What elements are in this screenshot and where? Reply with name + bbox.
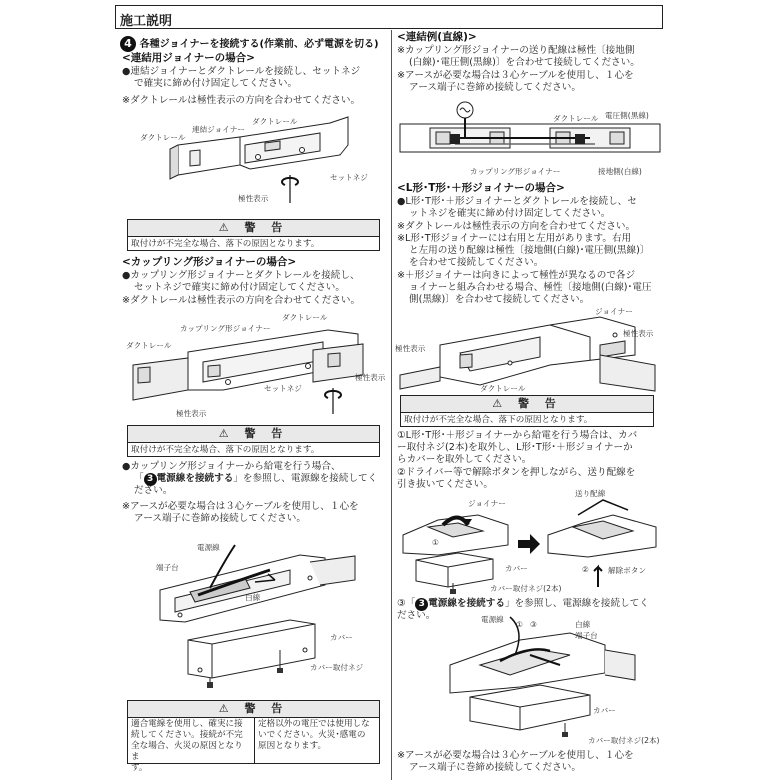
warning-box-2: [127, 425, 380, 457]
label-terminal: 端子台: [156, 563, 179, 572]
connection-example-heading: <連結例(直線)>: [397, 31, 477, 43]
label-circle-1-r: ①: [516, 620, 523, 629]
label-set-screw-1: セットネジ: [330, 173, 368, 182]
warning3-col1-l1: 適合電線を使用し、確実に接: [131, 719, 243, 729]
label-polarity-1: 極性表示: [238, 194, 269, 203]
step1-line-b: ー取付ネジ(2本)を取外し、L形･T形･＋形ジョイナーか: [397, 442, 633, 453]
label-cover-screw-r: カバー取付ネジ(2本): [588, 736, 660, 745]
label-polarity-left: 極性表示: [395, 344, 426, 353]
label-coupling-joiner: カップリング形ジョイナー: [180, 324, 271, 333]
label-duct-rail-2: ダクトレール: [252, 117, 298, 126]
label-coupling-joiner-example: カップリング形ジョイナー: [470, 167, 561, 176]
warning-box-4: [400, 395, 654, 427]
label-cover-screw: カバー取付ネジ: [310, 663, 364, 672]
power-line3: ださい。: [134, 485, 173, 496]
step3-bold: 電源線を接続する: [428, 598, 505, 609]
lt-joiner-heading: <L形･T形･＋形ジョイナーの場合>: [397, 182, 565, 194]
connection-example-note2b: アース端子に巻締め接続してください。: [409, 82, 581, 93]
step3-pre: ③「: [397, 598, 416, 609]
l-joiner-illustration: [400, 305, 660, 395]
step3-post: 」を参照し、電源線を接続してく: [504, 598, 649, 609]
warning3-col2-l3: 原因となります。: [258, 741, 327, 751]
label-cover-screw-step: カバー取付ネジ(2本): [490, 584, 562, 593]
connecting-joiner-heading: <連結用ジョイナーの場合>: [122, 52, 255, 64]
coupling-joiner-line1: ●カップリング形ジョイナーとダクトレールを接続し、: [122, 270, 360, 281]
connecting-joiner-line2: で確実に締め付け固定してください。: [134, 78, 298, 89]
warning3-col1-l2: 続してください。接続が不完: [131, 730, 243, 740]
warning-icon: ⚠: [218, 702, 235, 715]
label-white-line: 白線: [245, 593, 261, 602]
lt-joiner-note2a: ※L形･T形ジョイナーには右用と左用があります。右用: [397, 233, 632, 244]
warning-head-text-2: 警 告: [244, 427, 289, 440]
connecting-joiner-line1: ●連結ジョイナーとダクトレールを接続し、セットネジ: [122, 66, 361, 77]
power-line2-post: 」を参照し、電源線を接続してく: [233, 473, 378, 484]
label-terminal-r: 端子台: [575, 631, 598, 640]
step3-line2: ださい。: [397, 610, 436, 621]
warning-box-3: [127, 700, 380, 773]
bottom-note1: ※アースが必要な場合は３心ケーブルを使用し、１心を: [397, 750, 634, 761]
lt-joiner-note1: ※ダクトレールは極性表示の方向を合わせてください。: [397, 221, 636, 232]
lt-joiner-line1: ●L形･T形･＋形ジョイナーとダクトレールを接続し、セ: [397, 196, 637, 207]
lt-joiner-note3b: ョイナーと組み合わせる場合、極性〔接地側(白線)･電圧: [409, 282, 652, 293]
connection-example-note2a: ※アースが必要な場合は３心ケーブルを使用し、１心を: [397, 70, 634, 81]
label-feed-wire: 送り配線: [575, 489, 606, 498]
power-note2: アース端子に巻締め接続してください。: [134, 513, 306, 524]
connecting-joiner-note: ※ダクトレールは極性表示の方向を合わせてください。: [122, 95, 361, 106]
coupling-joiner-illustration: [128, 320, 378, 415]
power-line2-pre: 「: [134, 473, 144, 484]
label-cover-r: カバー: [593, 706, 616, 715]
warning-icon: ⚠: [218, 221, 235, 234]
warning-head-4: [401, 396, 653, 413]
label-circle-2-step: ②: [582, 565, 589, 574]
label-power-line: 電源線: [197, 543, 220, 552]
label-voltage-side: 電圧側(黒線): [605, 111, 649, 120]
power-line1: ●カップリング形ジョイナーから給電を行う場合、: [122, 461, 341, 472]
warning-head-text-4: 警 告: [517, 397, 562, 410]
coupling-joiner-line2: セットネジで確実に締め付け固定してください。: [134, 282, 345, 293]
step1-line-c: らカバーを取外してください。: [397, 454, 532, 465]
label-release-button: 解除ボタン: [608, 566, 646, 575]
step1-line-a: ①L形･T形･＋形ジョイナーから給電を行う場合は、カバ: [397, 430, 638, 441]
warning-text-2: 取付けが不完全な場合、落下の原因となります。: [131, 445, 320, 455]
page-title: 施工説明: [120, 14, 173, 29]
l-joiner-power-illustration: [440, 615, 640, 745]
coupling-joiner-note: ※ダクトレールは極性表示の方向を合わせてください。: [122, 295, 361, 306]
warning-head-3: [128, 701, 379, 718]
label-power-line-r: 電源線: [481, 615, 504, 624]
label-circle-3-r: ③: [530, 620, 537, 629]
warning-icon: ⚠: [218, 427, 235, 440]
label-cover: カバー: [330, 633, 353, 642]
label-duct-rail-l: ダクトレール: [480, 384, 526, 393]
warning-head-text-1: 警 告: [244, 221, 289, 234]
warning3-col1-l3: 全な場合、火災の原因となりま: [131, 741, 243, 762]
label-circle-1-step: ①: [432, 538, 439, 547]
warning3-col2-l1: 定格以外の電圧では使用しな: [258, 719, 370, 729]
bottom-note2: アース端子に巻締め接続してください。: [409, 762, 581, 773]
label-duct-rail-example: ダクトレール: [553, 114, 599, 123]
label-polarity-right-l: 極性表示: [623, 329, 654, 338]
warning-box-1: [127, 219, 380, 251]
power-note1: ※アースが必要な場合は３心ケーブルを使用し、１心を: [122, 501, 359, 512]
warning-head-text-3: 警 告: [244, 702, 289, 715]
connection-example-note1b: (白線)･電圧側(黒線)〕を合わせて接続してください。: [409, 57, 640, 68]
label-polarity-right: 極性表示: [355, 373, 386, 382]
label-duct-rail-top: ダクトレール: [282, 313, 328, 322]
lt-joiner-note3c: 側(黒線)〕を合わせて接続してください。: [409, 294, 590, 305]
power-line2-bold: 電源線を接続する: [156, 473, 234, 484]
warning-head-1: [128, 220, 379, 237]
label-cover-step: カバー: [505, 564, 528, 573]
label-ground-side: 接地側(白線): [598, 167, 642, 176]
connection-example-note1a: ※カップリング形ジョイナーの送り配線は極性〔接地側: [397, 45, 635, 56]
step2-line-b: 引き抜いてください。: [397, 479, 493, 490]
column-divider: [391, 30, 392, 780]
step3-number-badge: 3: [144, 473, 157, 486]
warning-text-1: 取付けが不完全な場合、落下の原因となります。: [131, 239, 320, 249]
label-connecting-joiner: 連結ジョイナー: [192, 125, 246, 134]
warning3-col2: [255, 718, 379, 753]
warning-icon: ⚠: [492, 397, 509, 410]
label-polarity-bottom: 極性表示: [176, 409, 207, 418]
warning3-col1-l4: す。: [131, 763, 148, 773]
label-joiner-l: ジョイナー: [595, 307, 633, 316]
coupling-joiner-heading: <カップリング形ジョイナーの場合>: [122, 256, 297, 268]
lt-joiner-note2b: と左用の送り配線は極性〔接地側(白線)･電圧側(黒線)〕: [409, 245, 650, 256]
lt-joiner-note3a: ※＋形ジョイナーは向きによって極性が異なるので各ジ: [397, 270, 636, 281]
step4-title: [120, 36, 379, 52]
lt-joiner-note2c: を合わせて接続してください。: [409, 257, 544, 268]
label-set-screw-2: セットネジ: [264, 384, 302, 393]
header-bar: [115, 5, 663, 29]
label-duct-rail-left: ダクトレール: [126, 341, 172, 350]
warning3-col1: [128, 718, 255, 773]
step2-line-a: ②ドライバー等で解除ボタンを押しながら、送り配線を: [397, 467, 636, 478]
label-white-line-r: 白線: [575, 620, 591, 629]
warning3-col2-l2: いでください。火災･感電の: [258, 730, 366, 740]
warning-head-2: [128, 426, 379, 443]
lt-joiner-line2: ットネジを確実に締め付け固定してください。: [409, 208, 611, 219]
step4-number: 4: [120, 36, 136, 52]
step3-badge: 3: [415, 598, 428, 611]
step4-title-text: 各種ジョイナーを接続する(作業前、必ず電源を切る): [139, 39, 379, 50]
warning-text-4: 取付けが不完全な場合、落下の原因となります。: [404, 415, 593, 425]
label-joiner-step: ジョイナー: [468, 499, 506, 508]
label-duct-rail-1: ダクトレール: [140, 133, 186, 142]
